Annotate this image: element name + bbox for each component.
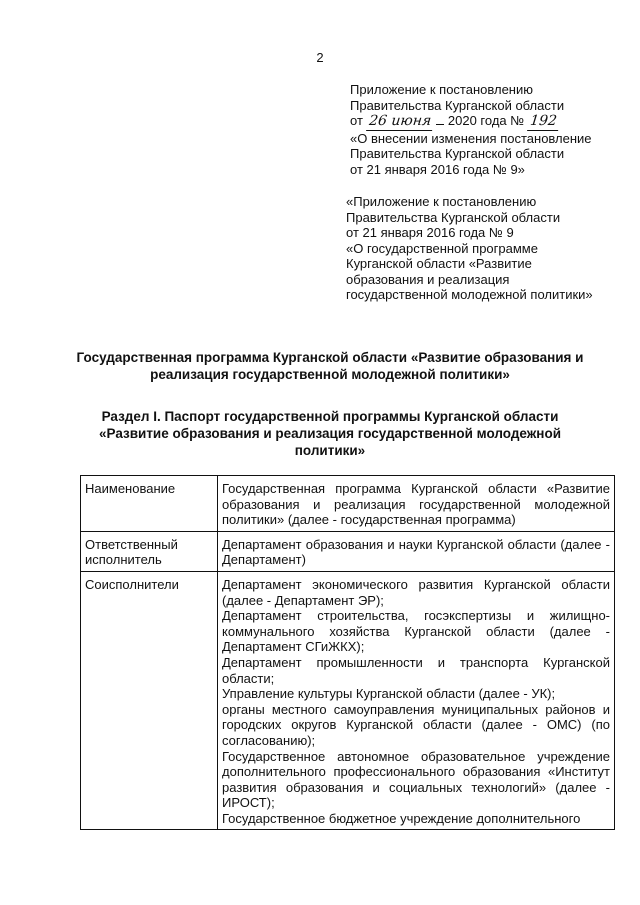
annex-date-year: 2020 года №	[447, 113, 525, 128]
handwritten-number: 192	[527, 114, 559, 131]
annex-line: «О государственной программе	[346, 240, 538, 256]
annex-line: Правительства Курганской области	[350, 146, 565, 161]
annex-date-line	[350, 113, 635, 131]
row-value: Департамент образования и науки Курганской области (далее - Департамент)	[218, 531, 615, 571]
row-label: Ответственный исполнитель	[81, 531, 218, 571]
list-item: органы местного самоуправления муниципальных районов и городских округов Курганской области (далее - ОМС) (по согласованию);	[222, 701, 610, 748]
page-number: 2	[316, 50, 324, 65]
row-label: Соисполнители	[81, 571, 218, 830]
annex-line: Правительства Курганской области	[350, 97, 565, 113]
row-label: Наименование	[81, 476, 218, 532]
program-title	[60, 349, 600, 383]
annex-line: Правительства Курганской области	[346, 209, 561, 225]
list-item: Департамент промышленности и транспорта Курганской области;	[222, 654, 610, 686]
section-title-line: Раздел I. Паспорт государственной программы Курганской области	[101, 409, 559, 424]
list-item: Департамент экономического развития Курганской области (далее - Департамент ЭР);	[222, 576, 610, 608]
passport-table	[80, 475, 615, 830]
annex-line: «О внесении изменения постановление	[350, 130, 592, 146]
annex-line: Приложение к постановлению	[350, 82, 533, 97]
annex-date-prefix: от	[350, 113, 363, 128]
program-title-line: Государственная программа Курганской области «Развитие образования и	[76, 350, 584, 365]
annex-line: «Приложение к постановлению	[346, 194, 537, 209]
annex-line: от 21 января 2016 года № 9»	[350, 161, 525, 177]
list-item: Государственное автономное образовательное учреждение дополнительного профессионального образования «Институт развития образования и социальных технологий» (далее - ИРОСТ);	[222, 748, 610, 811]
annex-block-current	[350, 82, 635, 177]
list-item: Государственное бюджетное учреждение дополнительного	[222, 810, 581, 826]
table-row	[81, 476, 615, 532]
annex-line: образования и реализация	[346, 271, 510, 287]
table-row	[81, 571, 615, 830]
list-item: Департамент строительства, госэкспертизы и жилищно-коммунального хозяйства Курганской области (далее - Департамент СГиЖКХ);	[222, 608, 610, 655]
program-title-line: реализация государственной молодежной политики»	[150, 367, 510, 382]
section-title	[60, 408, 600, 459]
annex-line: от 21 января 2016 года № 9	[346, 225, 514, 240]
row-value-list	[218, 571, 615, 830]
annex-line: государственной молодежной политики»	[346, 287, 593, 302]
list-item: Управление культуры Курганской области (далее - УК);	[222, 686, 556, 702]
row-value: Государственная программа Курганской области «Развитие образования и реализация государственной молодежной политики» (далее - государственная программа)	[218, 476, 615, 532]
annex-block-original	[346, 194, 631, 303]
section-title-line: политики»	[294, 443, 366, 458]
table-row	[81, 531, 615, 571]
handwritten-date: 26 июня	[366, 114, 434, 131]
section-title-line: «Развитие образования и реализация государственной молодежной	[99, 426, 561, 441]
annex-line: Курганской области «Развитие	[346, 256, 532, 271]
